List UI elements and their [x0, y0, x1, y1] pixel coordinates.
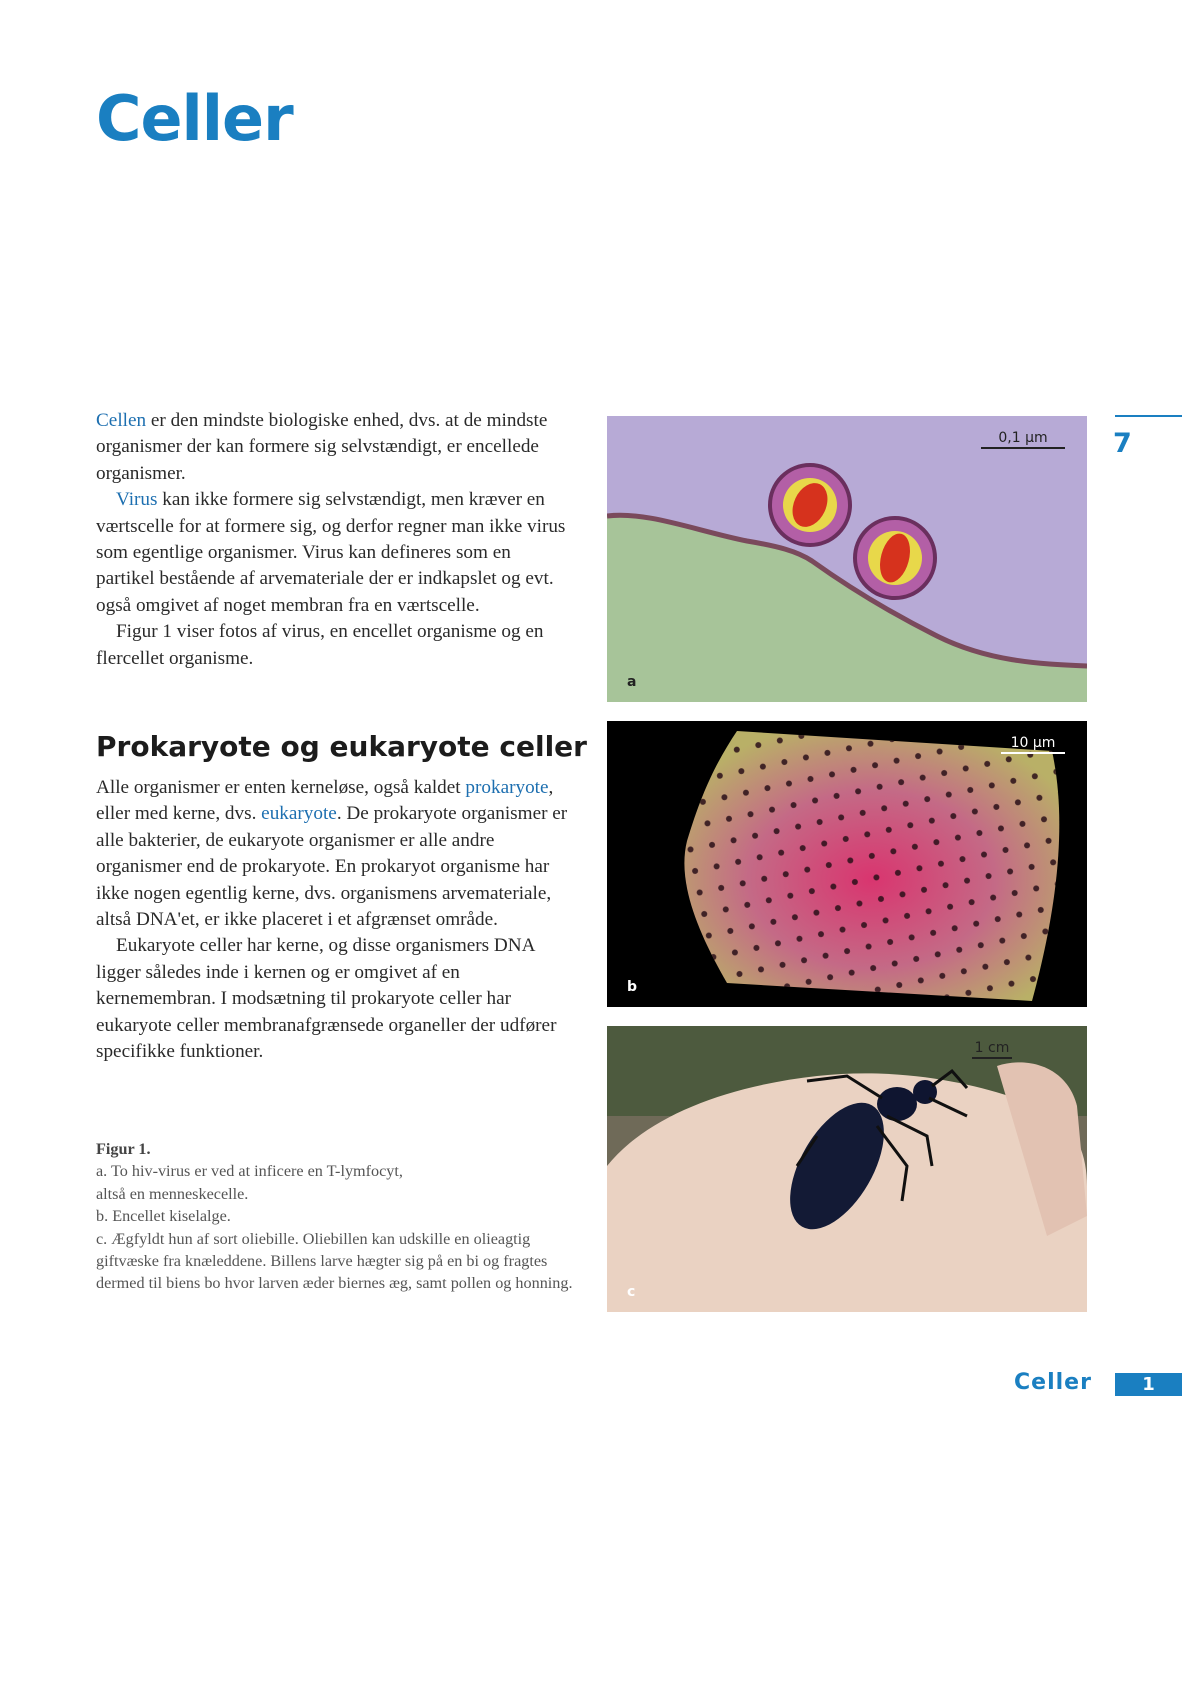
caption-b: b. Encellet kiselalge. — [96, 1207, 231, 1226]
caption-a-line-1: a. To hiv-virus er ved at inficere en T-lymfocyt, — [96, 1162, 403, 1181]
caption-c: c. Ægfyldt hun af sort oliebille. Oliebillen kan udskille en olieagtig giftvæske fra knæleddene. Billens larve hægter sig på en bi og fragtes dermed til biens bo hvor larven æder biernes æg, samt pollen og honning. — [96, 1229, 573, 1293]
section-paragraph-2: Eukaryote celler har kerne, og disse organismers DNA ligger således inde i kernen og er omgivet af en kernemembran. I modsætning til prokaryote celler har eukaryote celler membranafgrænsede organeller der udfører specifikke funktioner. — [96, 935, 557, 1063]
footer-page-number: 1 — [1115, 1373, 1182, 1396]
term-prokaryote: prokaryote — [465, 777, 549, 798]
figure-letter-b: b — [627, 979, 638, 995]
scale-label-b: 10 µm — [1010, 735, 1056, 751]
caption-a-line-2: altså en menneskecelle. — [96, 1184, 249, 1203]
section-text-part: . De prokaryote organismer er alle bakterier, de eukaryote organismer er alle andre organismer end de prokaryote. En prokaryot organisme har ikke nogen egentlig kerne, dvs. organismens arvemateriale, altså DNA'et, er ikke placeret i et afgrænset område. — [96, 803, 568, 931]
figure-letter-c: c — [627, 1284, 636, 1300]
figure-b-diatom-photo — [607, 721, 1087, 1007]
page-title: Celler — [96, 82, 293, 155]
scale-label-c: 1 cm — [974, 1040, 1010, 1056]
scale-bar-c — [972, 1040, 1012, 1059]
scale-line-c — [972, 1057, 1012, 1059]
figure-caption — [96, 1138, 574, 1295]
chapter-number: 7 — [1113, 428, 1132, 459]
section-text — [96, 775, 574, 1065]
scale-bar-b — [1001, 735, 1065, 754]
caption-title: Figur 1. — [96, 1140, 151, 1158]
intro-paragraph-2-text: kan ikke formere sig selvstændigt, men kræver en værtscelle for at formere sig, og derfor regner man ikke virus som egentlige organismer. Virus kan defineres som en partikel bestående af arvemateriale der er indkapslet og evt. også omgivet af noget membran fra en værtscelle. — [96, 489, 566, 616]
scale-bar-a — [981, 430, 1065, 449]
scale-line-b — [1001, 752, 1065, 754]
scale-line-a — [981, 447, 1065, 449]
virus-illustration — [607, 416, 1087, 702]
section-text-part: , eller med kerne, dvs. — [96, 777, 554, 825]
section-heading: Prokaryote og eukaryote celler — [96, 730, 587, 763]
chapter-rule — [1115, 415, 1182, 417]
beetle-illustration — [607, 1026, 1087, 1312]
footer-title: Celler — [1014, 1370, 1092, 1395]
figure-letter-a: a — [627, 674, 637, 690]
intro-paragraph-1 — [96, 408, 574, 487]
term-virus: Virus — [116, 489, 158, 511]
intro-text — [96, 408, 574, 672]
intro-paragraph-3: Figur 1 viser fotos af virus, en encellet organisme og en flercellet organisme. — [96, 621, 544, 669]
diatom-illustration — [607, 721, 1087, 1007]
figure-a-virus-photo — [607, 416, 1087, 702]
term-cellen: Cellen — [96, 410, 147, 431]
intro-paragraph-2 — [96, 487, 574, 619]
figure-c-beetle-photo — [607, 1026, 1087, 1312]
intro-paragraph-1-text: er den mindste biologiske enhed, dvs. at de mindste organismer der kan formere sig selvstændigt, er encellede organismer. — [96, 410, 548, 484]
section-text-part: Alle organismer er enten kerneløse, også kaldet — [96, 777, 466, 798]
scale-label-a: 0,1 µm — [998, 430, 1048, 446]
section-paragraph-1 — [96, 775, 574, 933]
term-eukaryote: eukaryote — [261, 803, 337, 825]
